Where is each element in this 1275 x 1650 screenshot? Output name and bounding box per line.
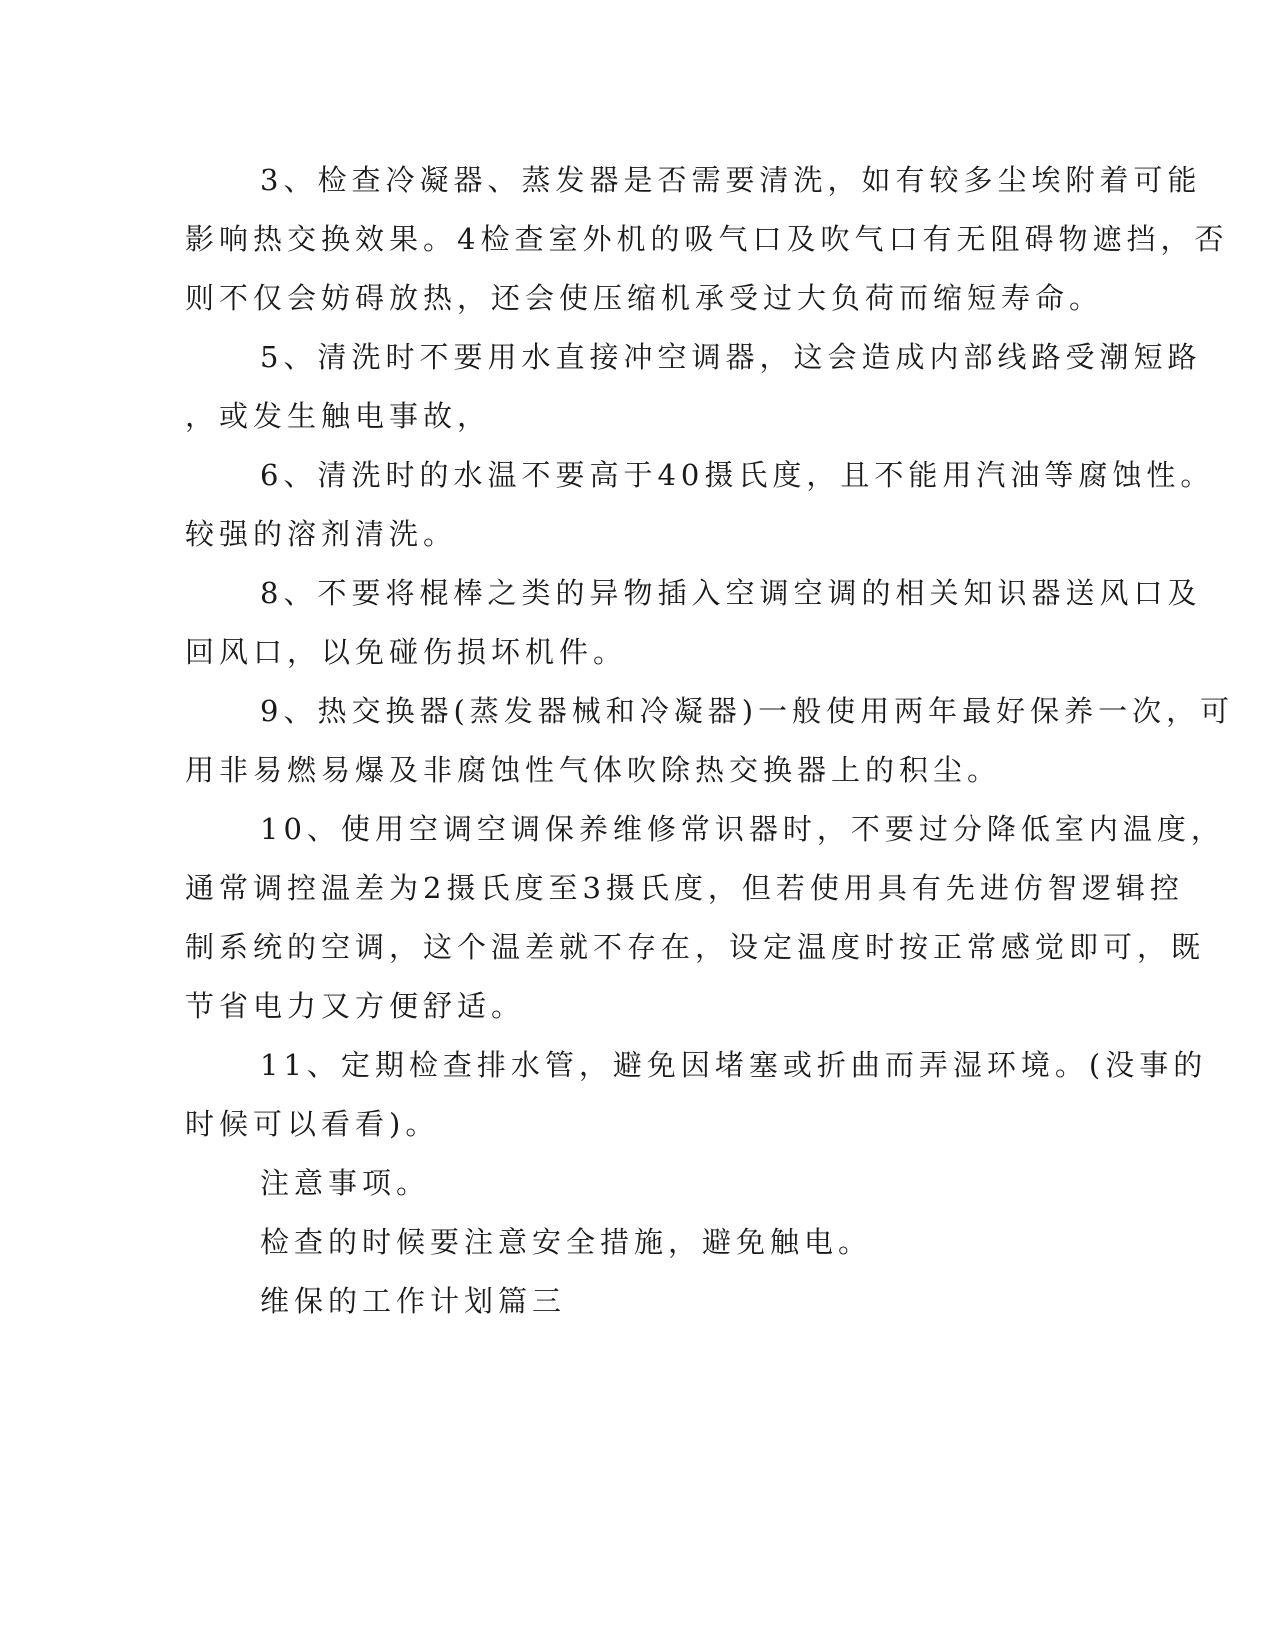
paragraph-line: 6、清洗时的水温不要高于40摄氏度，且不能用汽油等腐蚀性。 xyxy=(260,458,1215,492)
paragraph-line: 回风口，以免碰伤损坏机件。 xyxy=(185,635,628,669)
paragraph-line: 节省电力又方便舒适。 xyxy=(185,989,526,1023)
paragraph-line: 5、清洗时不要用水直接冲空调器，这会造成内部线路受潮短路 xyxy=(260,340,1202,374)
paragraph-line: 9、热交换器(蒸发器械和冷凝器)一般使用两年最好保养一次，可 xyxy=(260,694,1235,728)
paragraph-line: ，或发生触电事故， xyxy=(185,399,492,433)
paragraph-line: 较强的溶剂清洗。 xyxy=(185,517,458,551)
paragraph-line: 用非易燃易爆及非腐蚀性气体吹除热交换器上的积尘。 xyxy=(185,753,1002,787)
section-heading: 维保的工作计划篇三 xyxy=(260,1284,567,1318)
paragraph-line: 影响热交换效果。4检查室外机的吸气口及吹气口有无阻碍物遮挡，否 xyxy=(185,222,1229,256)
paragraph-line: 11、定期检查排水管，避免因堵塞或折曲而弄湿环境。(没事的 xyxy=(260,1048,1208,1082)
paragraph-line: 检查的时候要注意安全措施，避免触电。 xyxy=(260,1225,873,1259)
paragraph-line: 通常调控温差为2摄氏度至3摄氏度，但若使用具有先进仿智逻辑控 xyxy=(185,871,1184,905)
paragraph-line: 3、检查冷凝器、蒸发器是否需要清洗，如有较多尘埃附着可能 xyxy=(260,163,1202,197)
paragraph-line: 8、不要将棍棒之类的异物插入空调空调的相关知识器送风口及 xyxy=(260,576,1202,610)
paragraph-line: 10、使用空调空调保养维修常识器时，不要过分降低室内温度， xyxy=(260,812,1225,846)
paragraph-line: 则不仅会妨碍放热，还会使压缩机承受过大负荷而缩短寿命。 xyxy=(185,281,1104,315)
paragraph-line: 制系统的空调，这个温差就不存在，设定温度时按正常感觉即可，既 xyxy=(185,930,1206,964)
paragraph-line: 时候可以看看)。 xyxy=(185,1107,440,1141)
note-heading: 注意事项。 xyxy=(260,1166,431,1200)
